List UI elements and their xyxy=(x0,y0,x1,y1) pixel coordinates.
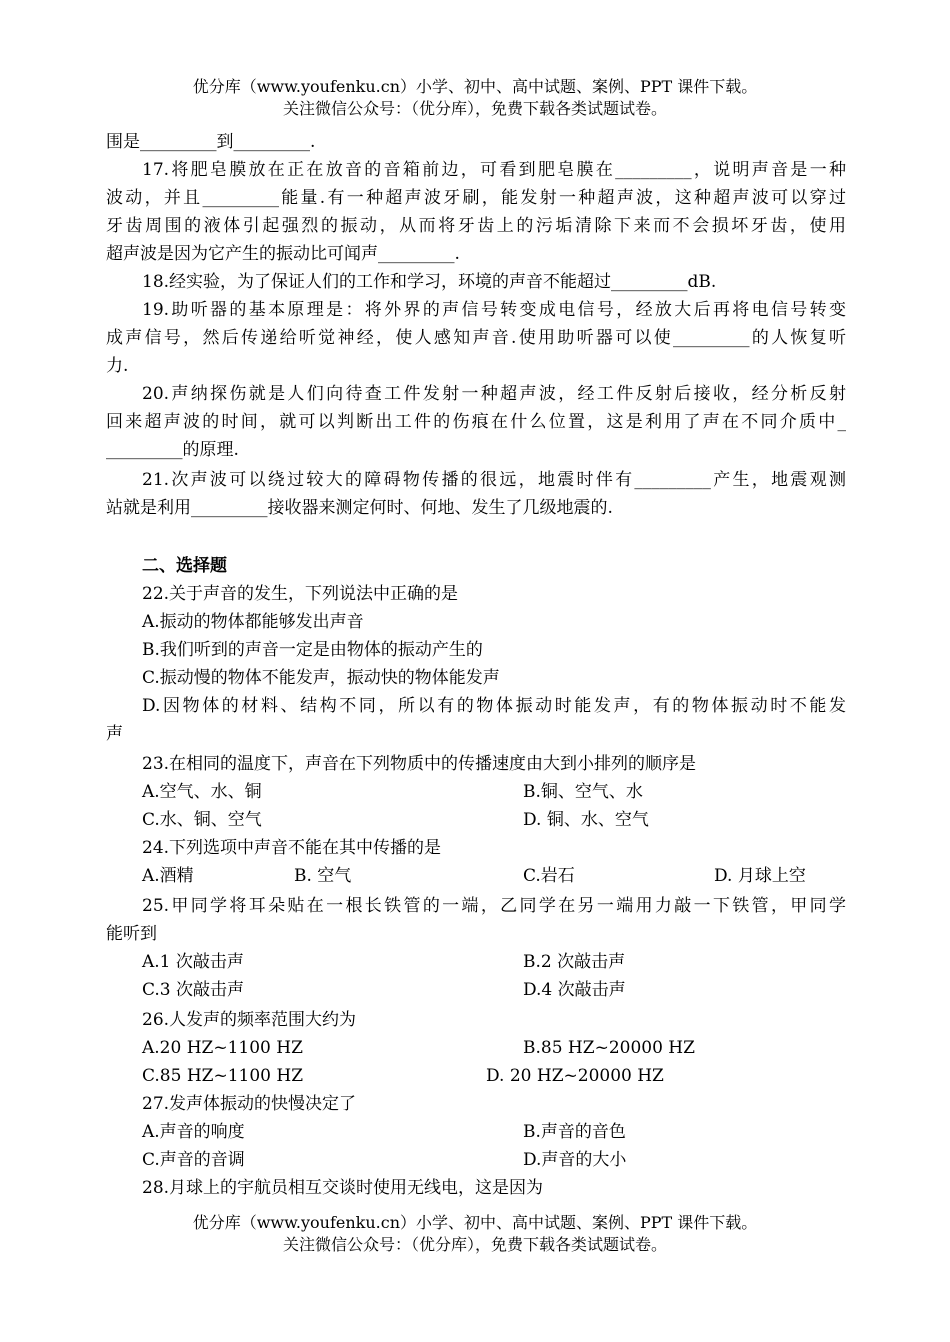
question-24-option-d: D. 月球上空 xyxy=(714,866,806,886)
question-27-option-d: D.声音的大小 xyxy=(523,1150,627,1170)
header-line-2: 关注微信公众号：（优分库），免费下载各类试题试卷。 xyxy=(282,99,667,118)
question-22-stem: 22.关于声音的发生，下列说法中正确的是 xyxy=(142,584,459,604)
question-27-option-c: C.声音的音调 xyxy=(142,1150,245,1170)
question-22-option-c: C.振动慢的物体不能发声，振动快的物体能发声 xyxy=(142,668,500,688)
question-22-option-b: B.我们听到的声音一定是由物体的振动产生的 xyxy=(142,640,483,660)
header-line-1: 优分库（www.youfenku.cn）小学、初中、高中试题、案例、PPT 课件下载。 xyxy=(192,77,758,96)
question-22-option-d-cont: 声 xyxy=(106,724,123,744)
footer-line-2: 关注微信公众号：（优分库），免费下载各类试题试卷。 xyxy=(282,1235,667,1254)
question-26-stem: 26.人发声的频率范围大约为 xyxy=(142,1010,357,1030)
question-23-option-b: B.铜、空气、水 xyxy=(523,782,643,802)
question-17-line-4: 超声波是因为它产生的振动比可闻声_________. xyxy=(106,244,460,264)
question-22-option-d: D.因物体的材料、结构不同，所以有的物体振动时能发声，有的物体振动时不能发 xyxy=(142,696,846,716)
question-18: 18.经实验，为了保证人们的工作和学习，环境的声音不能超过_________dB. xyxy=(142,272,717,292)
question-26-option-c: C.85 HZ~1100 HZ xyxy=(142,1066,304,1086)
question-17-line-3: 牙齿周围的液体引起强烈的振动，从而将牙齿上的污垢清除下来而不会损坏牙齿，使用 xyxy=(106,216,846,236)
question-19-line-1: 19.助听器的基本原理是：将外界的声信号转变成电信号，经放大后再将电信号转变 xyxy=(142,300,846,320)
question-19-line-3: 力. xyxy=(106,356,129,376)
question-20-line-2: 回来超声波的时间，就可以判断出工件的伤痕在什么位置，这是利用了声在不同介质中_ xyxy=(106,412,846,432)
question-27-option-a: A.声音的响度 xyxy=(142,1122,245,1142)
question-25-option-d: D.4 次敲击声 xyxy=(523,980,626,1000)
question-17-line-2: 波动，并且_________能量.有一种超声波牙刷，能发射一种超声波，这种超声波可以穿过 xyxy=(106,188,846,208)
question-17-line-1: 17.将肥皂膜放在正在放音的音箱前边，可看到肥皂膜在_________，说明声音是一种 xyxy=(142,160,846,180)
section-2-title: 二、选择题 xyxy=(142,556,227,576)
question-24-option-c: C.岩石 xyxy=(523,866,575,886)
question-24-option-a: A.酒精 xyxy=(142,866,194,886)
question-25-option-c: C.3 次敲击声 xyxy=(142,980,245,1000)
question-27-stem: 27.发声体振动的快慢决定了 xyxy=(142,1094,357,1114)
question-24-stem: 24.下列选项中声音不能在其中传播的是 xyxy=(142,838,442,858)
question-26-option-b: B.85 HZ~20000 HZ xyxy=(523,1038,695,1058)
question-25-option-a: A.1 次敲击声 xyxy=(142,952,244,972)
question-23-option-d: D. 铜、水、空气 xyxy=(523,810,649,830)
question-19-line-2: 成声信号，然后传递给听觉神经，使人感知声音.使用助听器可以使_________的人恢复听 xyxy=(106,328,846,348)
question-28: 28.月球上的宇航员相互交谈时使用无线电，这是因为 xyxy=(142,1178,544,1198)
question-22-option-a: A.振动的物体都能够发出声音 xyxy=(142,612,364,632)
question-25-stem-line-2: 能听到 xyxy=(106,924,157,944)
question-20-line-1: 20.声纳探伤就是人们向待查工件发射一种超声波，经工件反射后接收，经分析反射 xyxy=(142,384,846,404)
footer-line-1: 优分库（www.youfenku.cn）小学、初中、高中试题、案例、PPT 课件下载。 xyxy=(192,1213,758,1232)
question-27-option-b: B.声音的音色 xyxy=(523,1122,626,1142)
question-25-stem-line-1: 25.甲同学将耳朵贴在一根长铁管的一端，乙同学在另一端用力敲一下铁管，甲同学 xyxy=(142,896,846,916)
question-23-option-a: A.空气、水、铜 xyxy=(142,782,262,802)
question-16-tail: 围是_________到_________. xyxy=(106,132,316,152)
question-24-option-b: B. 空气 xyxy=(294,866,352,886)
question-25-option-b: B.2 次敲击声 xyxy=(523,952,626,972)
question-23-option-c: C.水、铜、空气 xyxy=(142,810,262,830)
question-26-option-d: D. 20 HZ~20000 HZ xyxy=(486,1066,664,1086)
question-26-option-a: A.20 HZ~1100 HZ xyxy=(142,1038,303,1058)
question-20-line-3: _________的原理. xyxy=(106,440,239,460)
question-21-line-1: 21.次声波可以绕过较大的障碍物传播的很远，地震时伴有_________产生，地震观测 xyxy=(142,470,846,490)
question-23-stem: 23.在相同的温度下，声音在下列物质中的传播速度由大到小排列的顺序是 xyxy=(142,754,697,774)
question-21-line-2: 站就是利用_________接收器来测定何时、何地、发生了几级地震的. xyxy=(106,498,613,518)
